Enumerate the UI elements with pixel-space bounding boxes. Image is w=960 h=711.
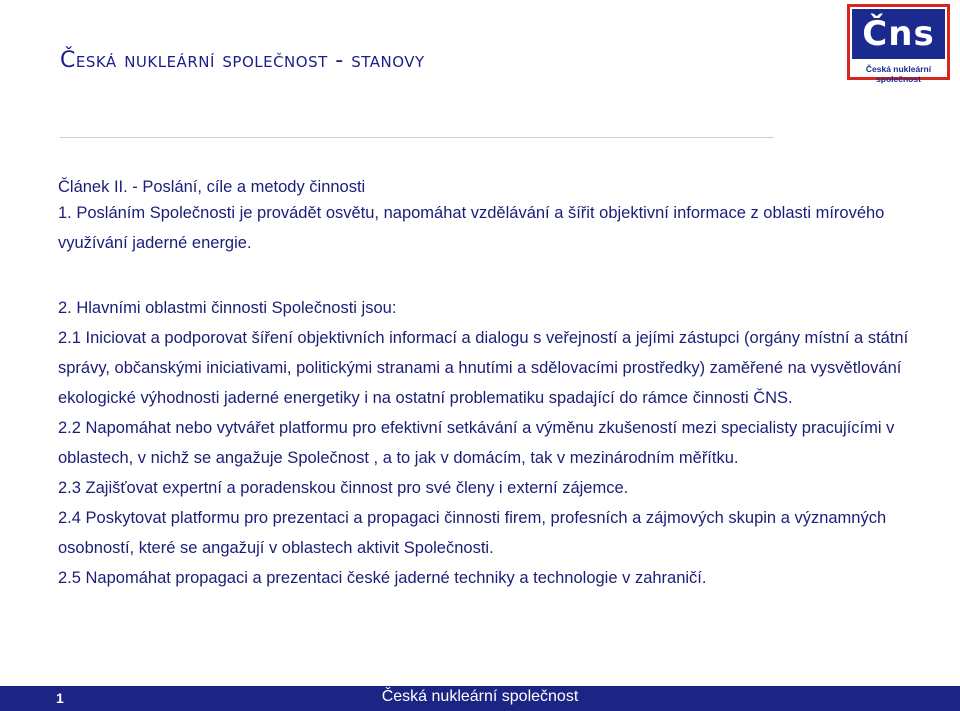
point-1: 1. Posláním Společnosti je provádět osvětu, napomáhat vzdělávání a šířit objektivní informace z oblasti mírového využívání jaderné energie.	[58, 204, 885, 252]
subpoint-2-3: 2.3 Zajišťovat expertní a poradenskou činnost pro své členy i externí zájemce.	[58, 479, 629, 497]
subpoint-2-4: 2.4 Poskytovat platformu pro prezentaci a propagaci činnosti firem, profesních a zájmových skupin a významných osobností, které se angažují v oblastech aktivit Společnosti.	[58, 509, 887, 557]
subpoint-2-1: 2.1 Iniciovat a podporovat šíření objektivních informací a dialogu s veřejností a jejími zástupci (orgány místní a státní správy, občanskými iniciativami, politickými stranami a hnutími a sdělovacími prostředky) zaměřené na vysvětlování ekologické výhodnosti jaderné energetiky i na ostatní problematiku spadající do rámce činnosti ČNS.	[58, 329, 909, 407]
logo-mark: Čns	[852, 9, 945, 59]
article-body	[58, 176, 918, 593]
point-2: 2. Hlavními oblastmi činnosti Společnosti jsou:	[58, 299, 397, 317]
subpoint-2-5: 2.5 Napomáhat propagaci a prezentaci české jaderné techniky a technologie v zahraničí.	[58, 569, 707, 587]
page-title: Česká nukleární společnost - stanovy	[60, 48, 425, 73]
footer-bar	[0, 686, 960, 711]
title-divider	[60, 137, 774, 138]
logo-subtitle: Česká nukleární společnost	[865, 64, 932, 84]
cns-logo	[847, 4, 950, 84]
page-number: 1	[56, 690, 64, 706]
article-heading: Článek II. - Poslání, cíle a metody činnosti	[58, 178, 366, 196]
subpoint-2-2: 2.2 Napomáhat nebo vytvářet platformu pro efektivní setkávání a výměnu zkušeností mezi specialisty pracujícími v oblastech, v nichž se angažuje Společnost , a to jak v domácím, tak v mezinárodním měřítku.	[58, 419, 895, 467]
footer-text: Česká nukleární společnost	[381, 688, 579, 705]
